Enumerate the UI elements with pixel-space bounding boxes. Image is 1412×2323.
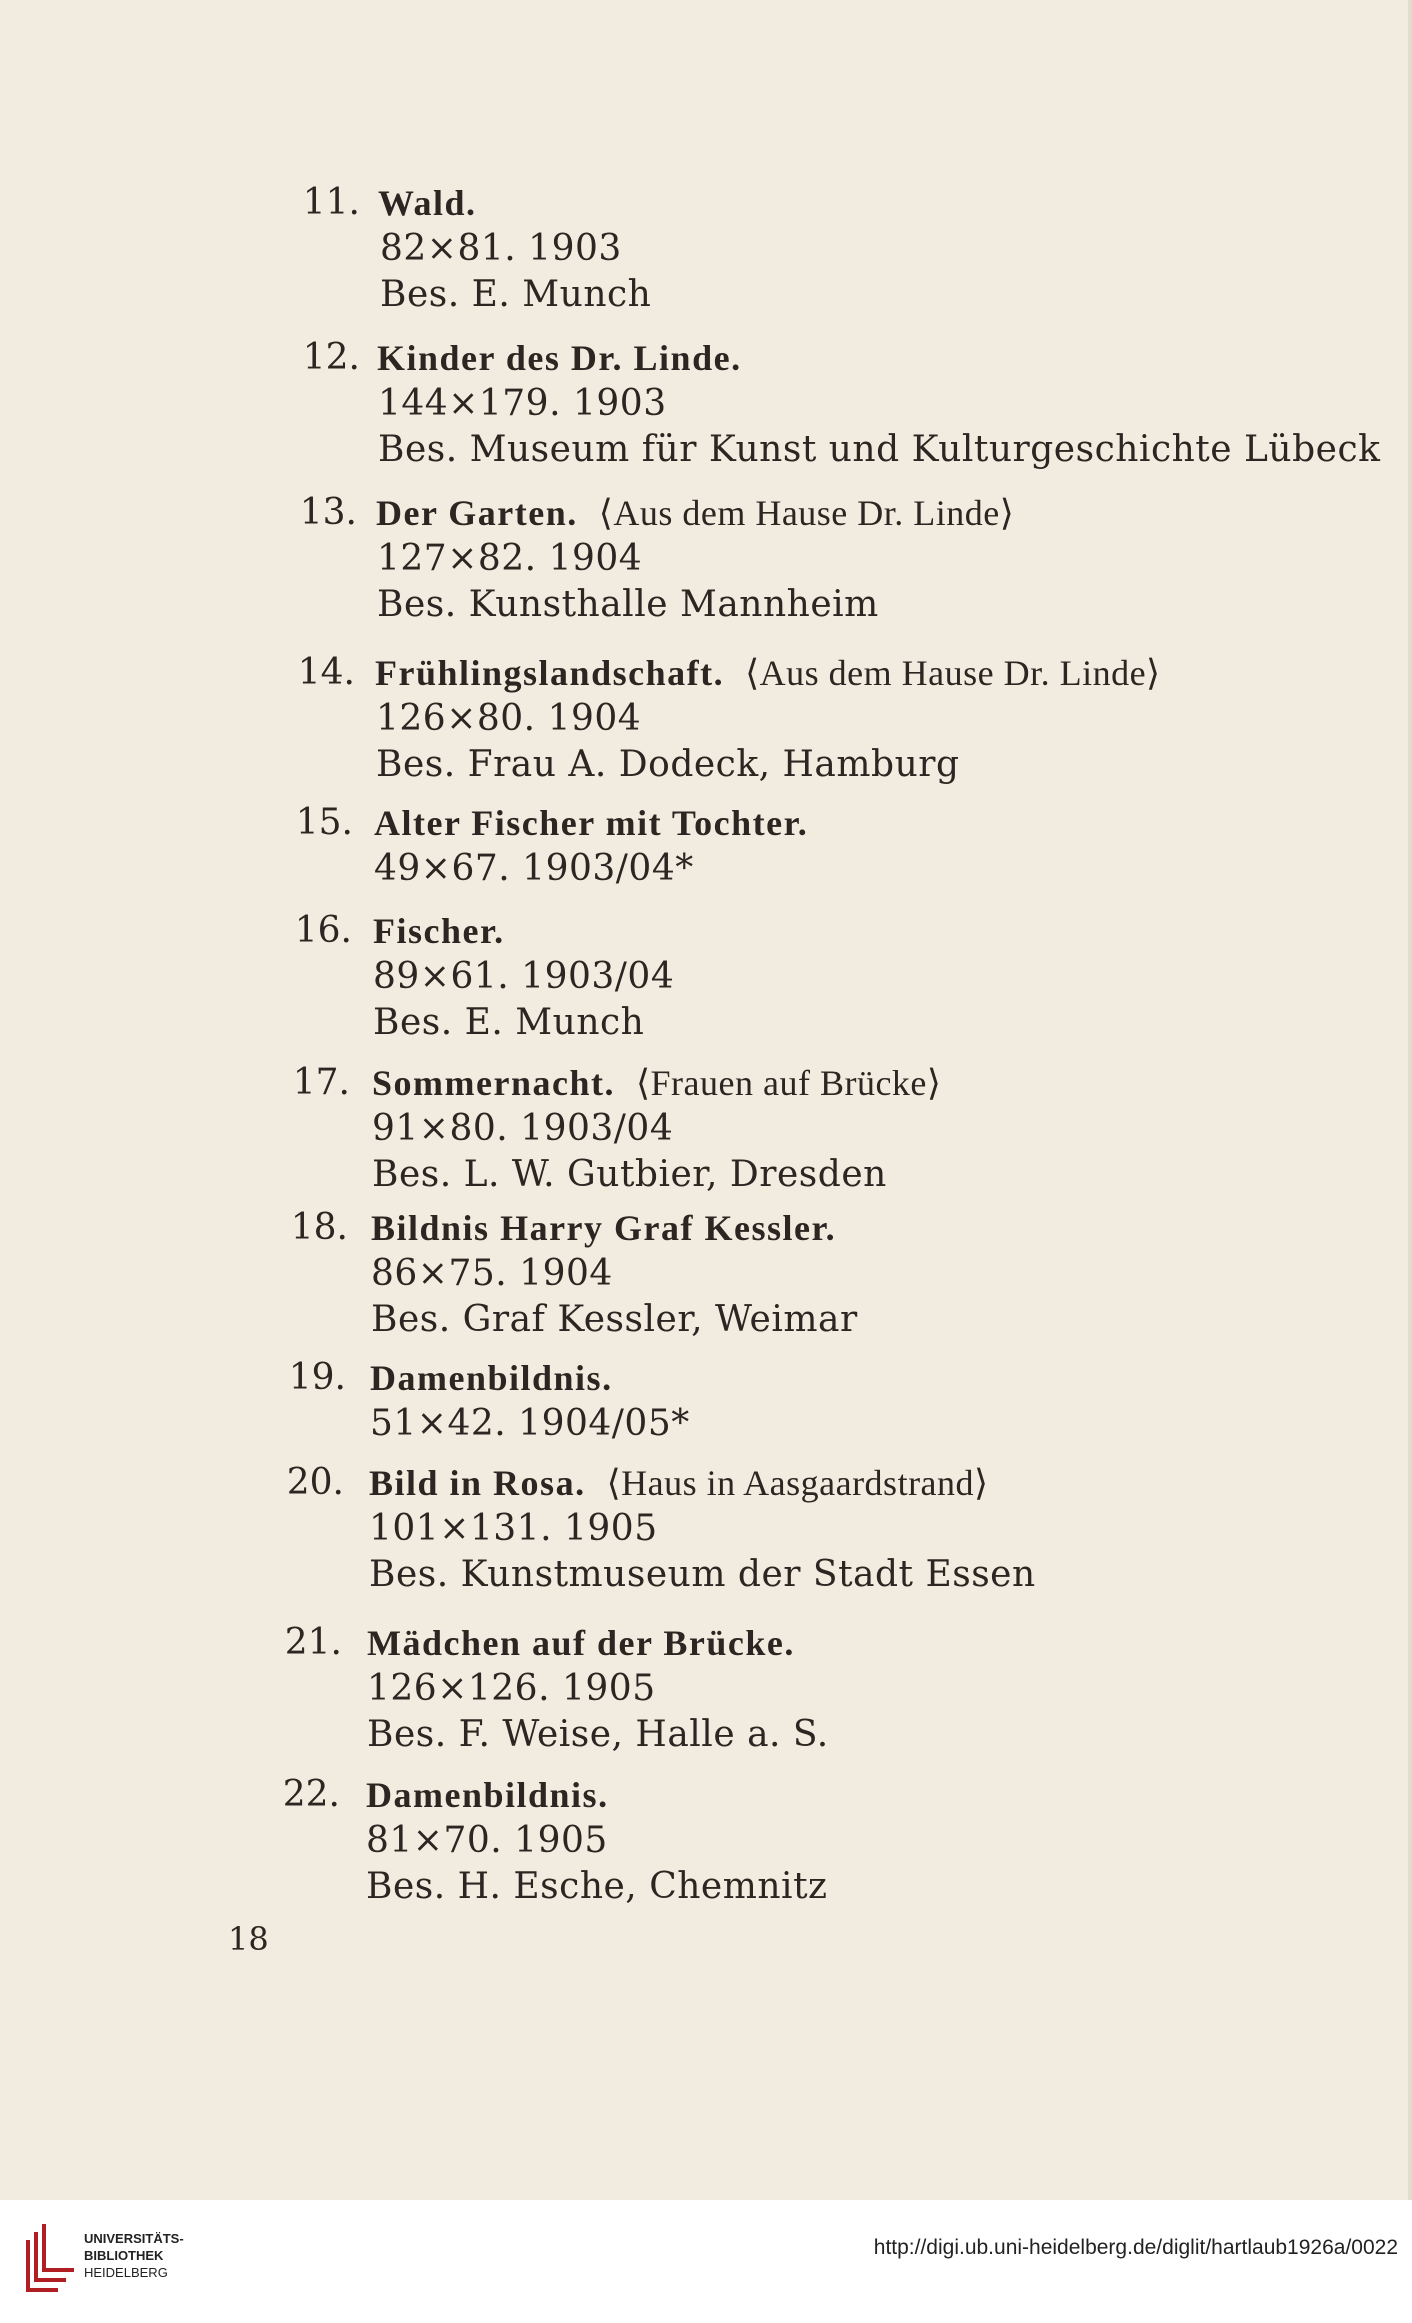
entry-number: 20. [286, 1462, 344, 1503]
entry-title: Damenbildnis. [366, 1775, 609, 1815]
entry-number: 11. [302, 182, 360, 223]
entry-number: 13. [299, 492, 357, 533]
entry-note: ⟨Haus in Aasgaardstrand⟩ [606, 1463, 989, 1503]
entry-number: 19. [288, 1357, 346, 1398]
entry-title: Kinder des Dr. Linde. [377, 338, 742, 378]
entry-number: 18. [290, 1207, 348, 1248]
entry-dimensions-date: 101×131. 1905 [369, 1508, 658, 1549]
entry-owner: Bes. L. W. Gutbier, Dresden [372, 1154, 887, 1195]
entry-title: Mädchen auf der Brücke. [367, 1623, 795, 1663]
entry-title: Der Garten. ⟨Aus dem Hause Dr. Linde⟩ [376, 493, 1015, 533]
entry-dimensions-date: 89×61. 1903/04 [373, 956, 675, 997]
entry-dimensions-date: 126×126. 1905 [367, 1668, 656, 1709]
entry-note: ⟨Aus dem Hause Dr. Linde⟩ [745, 653, 1161, 693]
entry-dimensions-date: 144×179. 1903 [378, 383, 667, 424]
footer-bar [0, 2200, 1412, 2323]
entry-title: Sommernacht. ⟨Frauen auf Brücke⟩ [372, 1063, 942, 1103]
entry-dimensions-date: 127×82. 1904 [377, 538, 643, 579]
entry-note: ⟨Aus dem Hause Dr. Linde⟩ [598, 493, 1015, 533]
entry-owner: Bes. Graf Kessler, Weimar [371, 1299, 858, 1340]
entry-dimensions-date: 51×42. 1904/05* [370, 1403, 690, 1444]
entry-title: Damenbildnis. [370, 1358, 613, 1398]
entry-dimensions-date: 82×81. 1903 [380, 228, 622, 269]
entry-dimensions-date: 86×75. 1904 [371, 1253, 613, 1294]
entry-owner: Bes. Museum für Kunst und Kulturgeschichte Lübeck [378, 429, 1381, 470]
entry-number: 16. [294, 910, 352, 951]
entry-owner: Bes. Kunsthalle Mannheim [377, 584, 879, 625]
entry-note: ⟨Frauen auf Brücke⟩ [635, 1063, 942, 1103]
entry-number: 17. [292, 1062, 350, 1103]
entry-number: 21. [284, 1622, 342, 1663]
page-number: 18 [228, 1920, 269, 1958]
entry-title: Fischer. [373, 911, 505, 951]
entry-number: 14. [297, 652, 355, 693]
entry-number: 15. [295, 802, 353, 843]
entry-owner: Bes. Frau A. Dodeck, Hamburg [376, 744, 960, 785]
entry-owner: Bes. Kunstmuseum der Stadt Essen [369, 1554, 1036, 1595]
entry-owner: Bes. H. Esche, Chemnitz [366, 1866, 828, 1907]
entry-number: 22. [282, 1774, 340, 1815]
entry-dimensions-date: 126×80. 1904 [376, 698, 642, 739]
library-name: UNIVERSITÄTS- BIBLIOTHEK HEIDELBERG [84, 2231, 184, 2280]
entry-number: 12. [302, 337, 360, 378]
entry-title: Alter Fischer mit Tochter. [374, 803, 809, 843]
entry-dimensions-date: 81×70. 1905 [366, 1820, 608, 1861]
source-url-link[interactable]: http://digi.ub.uni-heidelberg.de/diglit/hartlaub1926a/0022 [873, 2236, 1398, 2259]
entry-dimensions-date: 49×67. 1903/04* [374, 848, 694, 889]
entry-title: Frühlingslandschaft. ⟨Aus dem Hause Dr. Linde⟩ [375, 653, 1161, 693]
entry-title: Bild in Rosa. ⟨Haus in Aasgaardstrand⟩ [369, 1463, 989, 1503]
entry-owner: Bes. F. Weise, Halle a. S. [367, 1714, 829, 1755]
entry-title: Wald. [378, 183, 477, 223]
entry-title: Bildnis Harry Graf Kessler. [371, 1208, 837, 1248]
entry-dimensions-date: 91×80. 1903/04 [372, 1108, 674, 1149]
entry-owner: Bes. E. Munch [373, 1002, 645, 1043]
entry-owner: Bes. E. Munch [380, 274, 652, 315]
library-logo-icon [18, 2220, 78, 2300]
